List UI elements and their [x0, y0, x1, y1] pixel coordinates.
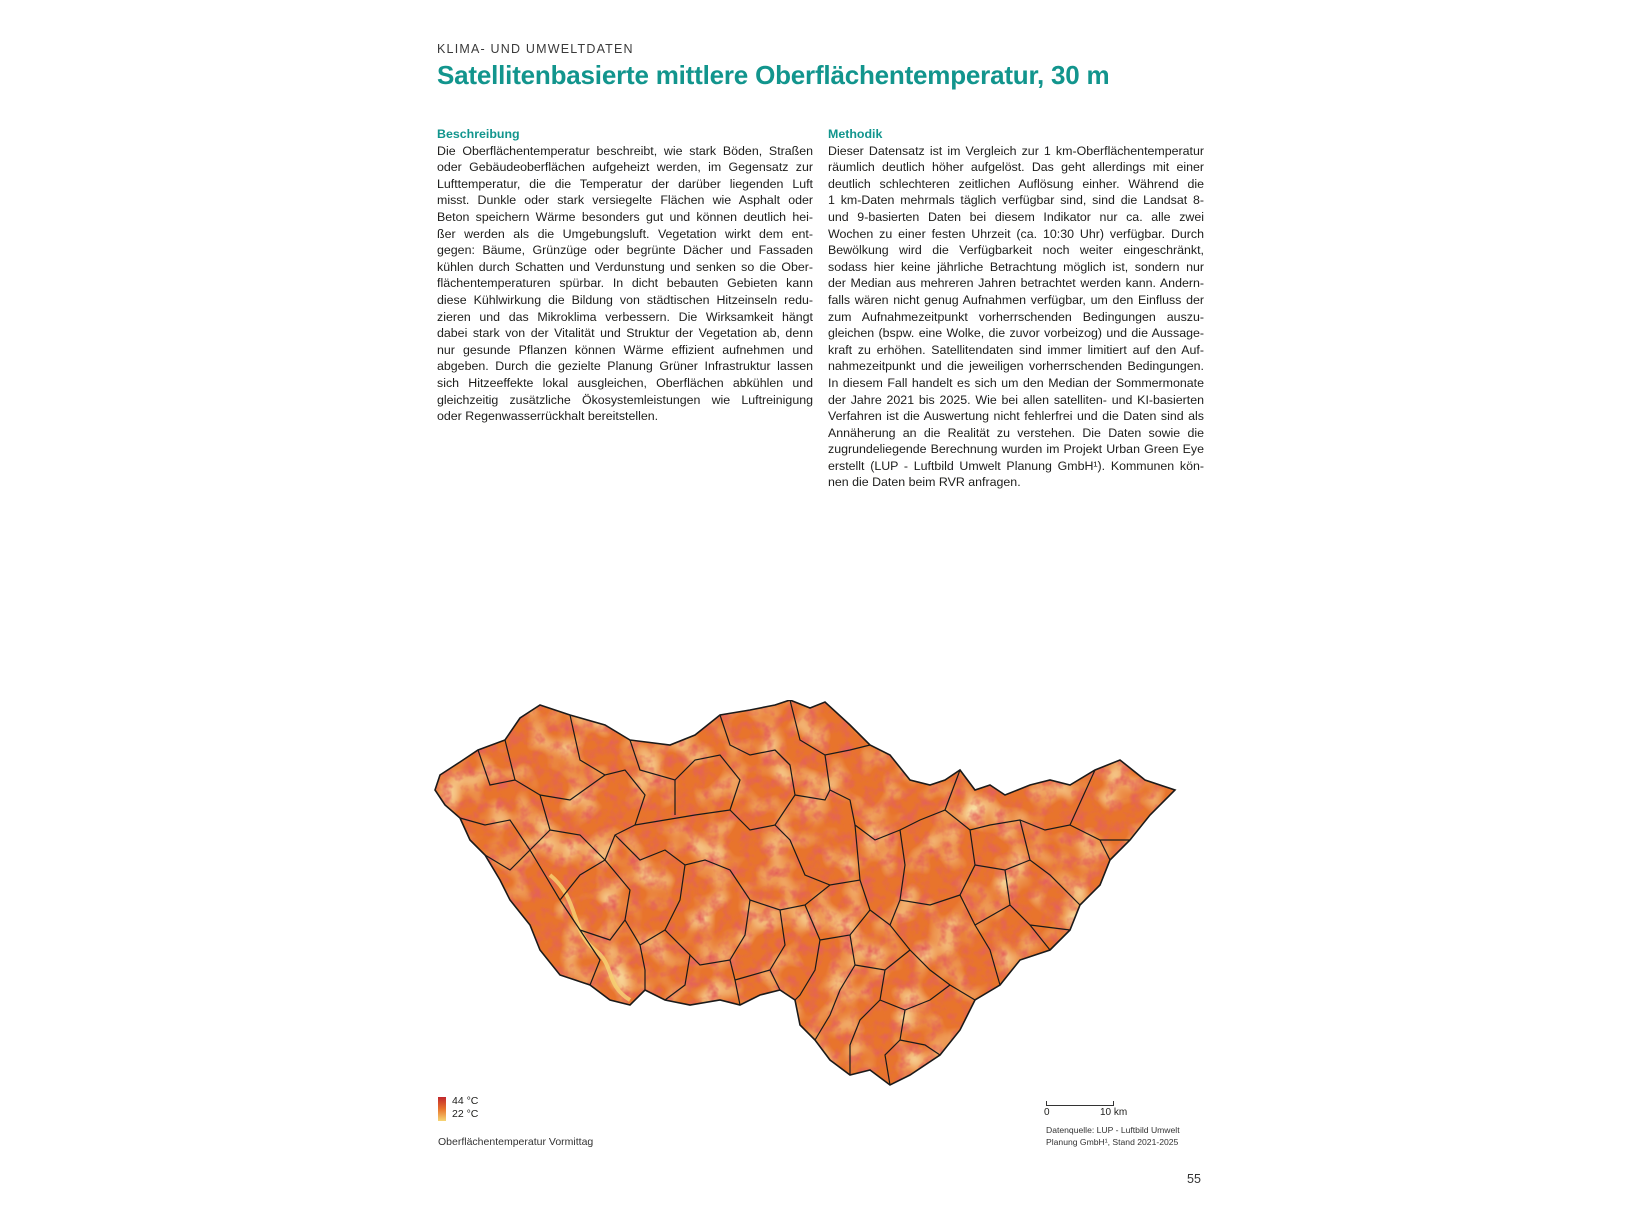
text-line: sodass hier keine jährliche Betrachtung möglich ist, sondern nur	[828, 259, 1204, 274]
temperature-map	[430, 700, 1200, 1150]
text-line: gleichen (bspw. eine Wolke, die zuvor vorbeizog) und die Aussage-	[828, 326, 1204, 341]
text-line: Lufttemperatur, die die Temperatur der darüber liegenden Luft	[437, 176, 813, 191]
text-line: deutlich schlechteren zeitlichen Auflösung einher. Während die	[828, 176, 1204, 191]
scale-ten-label: 10 km	[1100, 1107, 1128, 1118]
beschreibung-heading: Beschreibung	[437, 127, 520, 141]
legend-color-bar	[438, 1097, 446, 1121]
text-line: zugrundeliegende Berechnung wurden im Projekt Urban Green Eye	[828, 442, 1204, 457]
text-line: nahmezeitpunkt und die jeweiligen vorherrschenden Bedingungen.	[828, 359, 1204, 374]
text-line: In diesem Fall handelt es sich um den Median der Sommermonate	[828, 375, 1204, 390]
data-source	[1046, 1124, 1206, 1148]
text-line: oder Regenwasserrückhalt bereitstellen.	[437, 409, 659, 424]
methodik-heading: Methodik	[828, 127, 883, 141]
text-line: Verfahren ist die Auswertung nicht fehlerfrei und die Daten sind als	[828, 409, 1204, 424]
text-line: Dieser Datensatz ist im Vergleich zur 1 km-Oberflächentemperatur	[828, 143, 1204, 158]
legend-max-label: 44 °C	[452, 1095, 479, 1107]
methodik-column	[828, 126, 1204, 491]
text-line: dabei stark von der Vitalität und Struktur der Vegetation ab, denn	[437, 326, 813, 341]
text-line: flächentemperaturen spürbar. In dicht bebauten Gebieten kann	[437, 276, 813, 291]
beschreibung-column	[437, 126, 813, 425]
text-line: räumlich deutlich höher aufgelöst. Das geht allerdings mit einer	[828, 160, 1204, 175]
scale-bar	[1046, 1101, 1114, 1106]
text-line: zieren und das Mikroklima verbessern. Die Wirksamkeit hängt	[437, 309, 813, 324]
text-line: Beton speichern Wärme besonders gut und können deutlich hei-	[437, 209, 813, 224]
source-line-1: Datenquelle: LUP - Luftbild Umwelt	[1046, 1125, 1180, 1135]
text-line: Annäherung an die Realität zu verstehen. Die Daten sowie die	[828, 425, 1204, 440]
map-caption: Oberflächentemperatur Vormittag	[438, 1136, 594, 1148]
text-line: der Jahre 2021 bis 2025. Wie bei allen satelliten- und KI-basierten	[828, 392, 1204, 407]
section-kicker: KLIMA- UND UMWELTDATEN	[437, 42, 634, 56]
text-line: Bewölkung wird die Verfügbarkeit noch weiter eingeschränkt,	[828, 243, 1204, 258]
text-line: falls wären nicht genug Aufnahmen verfügbar, um den Einfluss der	[828, 292, 1204, 307]
text-line: Wochen zu einer festen Uhrzeit (ca. 10:30 Uhr) verfügbar. Durch	[828, 226, 1204, 241]
text-line: nen die Daten beim RVR anfragen.	[828, 475, 1021, 490]
page-number: 55	[1187, 1172, 1201, 1186]
text-line: der Median aus mehreren Jahren betrachtet werden kann. Andern-	[828, 276, 1204, 291]
text-line: diese Kühlwirkung die Bildung von städtischen Hitzeinseln redu-	[437, 292, 813, 307]
text-line: sich Hitzeeffekte lokal ausgleichen, Oberflächen abkühlen und	[437, 375, 813, 390]
text-line: zum Aufnahmezeitpunkt vorherrschenden Bedingungen auszu-	[828, 309, 1204, 324]
text-line: Die Oberflächentemperatur beschreibt, wie stark Böden, Straßen	[437, 143, 813, 158]
source-line-2: Planung GmbH¹, Stand 2021-2025	[1046, 1137, 1179, 1147]
text-line: gleichzeitig zusätzliche Ökosystemleistungen wie Luftreinigung	[437, 392, 813, 407]
page-title: Satellitenbasierte mittlere Oberflächentemperatur, 30 m	[437, 60, 1110, 90]
methodik-text	[828, 143, 1204, 491]
text-line: misst. Dunkle oder stark versiegelte Flächen wie Asphalt oder	[437, 193, 813, 208]
scale-zero-label: 0	[1044, 1107, 1050, 1118]
beschreibung-text	[437, 143, 813, 425]
text-line: kühlen durch Schatten und Verdunstung und senken so die Ober-	[437, 259, 813, 274]
text-line: erstellt (LUP - Luftbild Umwelt Planung GmbH¹). Kommunen kön-	[828, 458, 1204, 473]
legend-min-label: 22 °C	[452, 1108, 479, 1120]
text-line: gegen: Bäume, Grünzüge oder begrünte Dächer und Fassaden	[437, 243, 813, 258]
text-line: nur gesunde Pflanzen können Wärme effizient aufnehmen und	[437, 342, 813, 357]
text-line: abgeben. Durch die gezielte Planung Grüner Infrastruktur lassen	[437, 359, 813, 374]
text-line: kraft zu erhöhen. Satellitendaten sind immer limitiert auf den Auf-	[828, 342, 1204, 357]
text-line: ßer werden als die Umgebungsluft. Vegetation wirkt dem ent-	[437, 226, 813, 241]
text-line: oder Gebäudeoberflächen aufgeheizt werden, im Gegensatz zur	[437, 160, 813, 175]
text-line: und 9-basierten Daten bei diesem Indikator nur ca. alle zwei	[828, 209, 1204, 224]
text-line: 1 km-Daten mehrmals täglich verfügbar sind, sind die Landsat 8-	[828, 193, 1204, 208]
